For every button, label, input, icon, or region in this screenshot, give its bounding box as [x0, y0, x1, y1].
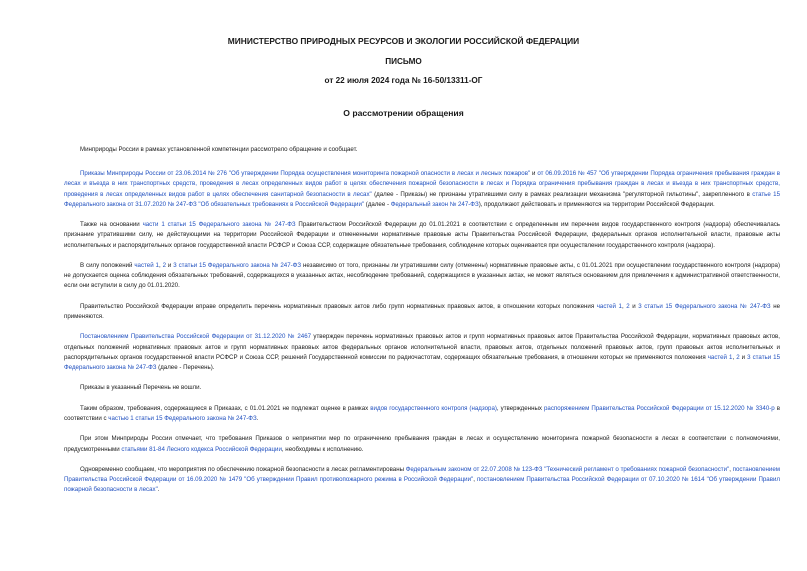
paragraph-7: Приказы в указанный Перечень не вошли.: [80, 384, 202, 392]
letter-body: [64, 145, 780, 506]
paragraph-2: Приказы Минприроды России от 23.06.2014 № 276 "Об утверждении Порядка осуществления мониторинга пожарной опасности в лесах и лесных пожаров" и от 06.09.2016 № 457 "Об утверждении Порядка ограничения пребывания граждан в лесах и въезда в них транспортных средств, проведения в лесах определенных видов работ в целях обеспечения пожарной безопасности в лесах и Порядка ограничения пребывания граждан в лесах и въезда в них транспортных средств, проведения в лесах определенных видов работ в целях обеспечения санитарной безопасности в лесах" (далее - Приказы) не признаны утратившими силу в рамках реализации механизма "регуляторной гильотины", закрепленного в статье 15 Федерального закона от 31.07.2020 № 247-ФЗ "Об обязательных требованиях в Российской Федерации" (далее - Федеральный закон № 247-ФЗ), продолжают действовать и применяются на территории Российской Федерации.: [64, 170, 780, 208]
link-part-3-article-15[interactable]: 3 статьи 15 Федерального закона № 247-ФЗ: [64, 353, 780, 371]
ministry-title: МИНИСТЕРСТВО ПРИРОДНЫХ РЕСУРСОВ И ЭКОЛОГИИ РОССИЙСКОЙ ФЕДЕРАЦИИ: [227, 36, 580, 46]
paragraph-4: В силу положений частей 1, 2 и 3 статьи 15 Федерального закона № 247-ФЗ независимо от того, признаны ли утратившими силу (отменены) нормативные правовые акты, с 01.01.2021 при осуществлении государственного контроля (надзора) не допускается оценка соблюдения обязательных требований, содержащихся в указанных актах, несоблюдение требований, содержащихся в указанных актах, не может являться основанием для привлечения к административной ответственности, если они вступили в силу до 01.01.2020.: [64, 262, 780, 290]
link-part-2[interactable]: 2: [626, 302, 630, 310]
link-part-1[interactable]: частей 1: [707, 353, 733, 361]
link-forest-code-81-84[interactable]: статьями 81-84 Лесного кодекса Российской Федерации: [121, 445, 282, 453]
paragraph-9: При этом Минприроды России отмечает, что требования Приказов о непринятии мер по ограничению пребывания граждан в лесах и осуществлению мониторинга пожарной безопасности в лесах в соответствии с полномочиями, предусмотренными статьями 81-84 Лесного кодекса Российской Федерации, необходимы к исполнению.: [64, 435, 780, 453]
link-part-3-article-15[interactable]: 3 статьи 15 Федерального закона № 247-ФЗ: [173, 262, 302, 269]
link-part-2[interactable]: 2: [736, 353, 740, 361]
link-order-276[interactable]: Приказы Минприроды России от 23.06.2014 № 276 "Об утверждении Порядка осуществления мониторинга пожарной опасности в лесах и лесных пожаров": [80, 170, 531, 178]
document-subject: О рассмотрении обращения: [343, 108, 464, 118]
link-part-3-article-15[interactable]: 3 статьи 15 Федерального закона № 247-ФЗ: [638, 302, 771, 310]
link-part-1[interactable]: частей 1: [134, 262, 159, 269]
link-part-1[interactable]: частей 1: [596, 302, 622, 310]
paragraph-5: Правительство Российской Федерации вправе определить перечень нормативных правовых актов либо групп нормативных правовых актов, в отношении которых положения частей 1, 2 и 3 статьи 15 Федерального закона № 247-ФЗ не применяются.: [64, 302, 780, 320]
link-resolution-2467[interactable]: Постановлением Правительства Российской Федерации от 31.12.2020 № 2467: [80, 333, 312, 341]
link-resolution-1614[interactable]: постановлением Правительства Российской Федерации от 07.10.2020 № 1614 "Об утверждении Правил пожарной безопасности в лесах": [64, 476, 780, 494]
link-law-123[interactable]: Федеральным законом от 22.07.2008 № 123-ФЗ "Технический регламент о требованиях пожарной безопасности": [405, 465, 730, 473]
link-control-types[interactable]: видов государственного контроля (надзора): [370, 404, 497, 412]
link-resolution-1479[interactable]: постановлением Правительства Российской Федерации от 16.09.2020 № 1479 "Об утверждении Правил противопожарного режима в Российской Федерации": [64, 465, 780, 484]
paragraph-1: Минприроды России в рамках установленной компетенции рассмотрело обращение и сообщает.: [80, 146, 358, 153]
link-part-1-article-15[interactable]: части 1 статьи 15 Федерального закона № 247-ФЗ: [142, 221, 296, 229]
link-article-15-law-247[interactable]: статье 15 Федерального закона от 31.07.2020 № 247-ФЗ "Об обязательных требованиях в Российской Федерации": [64, 190, 780, 208]
document-type: ПИСЬМО: [385, 57, 422, 66]
link-order-3340-r[interactable]: распоряжением Правительства Российской Федерации от 15.12.2020 № 3340-р: [544, 404, 775, 412]
paragraph-6: Постановлением Правительства Российской Федерации от 31.12.2020 № 2467 утвержден перечень нормативных правовых актов и групп нормативных правовых актов Правительства Российской Федерации, нормативных правовых актов, отдельных положений нормативных правовых актов и групп нормативных правовых актов федеральных органов исполнительной власти, правовых актов, отдельных положений правовых актов, групп правовых актов исполнительных и распорядительных органов государственной власти РСФСР и Союза ССР, решений Государственной комиссии по радиочастотам, содержащих обязательные требования, в отношении которых не применяются положения частей 1, 2 и 3 статьи 15 Федерального закона № 247-ФЗ (далее - Перечень).: [64, 333, 780, 371]
paragraph-8: Таким образом, требования, содержащиеся в Приказах, с 01.01.2021 не подлежат оценке в рамках видов государственного контроля (надзора), утвержденных распоряжением Правительства Российской Федерации от 15.12.2020 № 3340-р в соответствии с частью 1 статьи 15 Федерального закона № 247-ФЗ.: [64, 404, 781, 422]
link-law-247[interactable]: Федеральный закон № 247-ФЗ: [390, 200, 479, 208]
paragraph-10: Одновременно сообщаем, что мероприятия по обеспечению пожарной безопасности в лесах регламентированы Федеральным законом от 22.07.2008 № 123-ФЗ "Технический регламент о требованиях пожарной безопасности", постановлением Правительства Российской Федерации от 16.09.2020 № 1479 "Об утверждении Правил противопожарного режима в Российской Федерации", постановлением Правительства Российской Федерации от 07.10.2020 № 1614 "Об утверждении Правил пожарной безопасности в лесах".: [64, 465, 780, 494]
link-part-1-article-15[interactable]: частью 1 статьи 15 Федерального закона № 247-ФЗ: [108, 414, 257, 422]
document-date-number: от 22 июля 2024 года № 16-50/13311-ОГ: [324, 76, 483, 85]
link-order-457[interactable]: от 06.09.2016 № 457 "Об утверждении Порядка ограничения пребывания граждан в лесах и въезда в них транспортных средств, проведения в лесах определенных видов работ в целях обеспечения пожарной безопасности в лесах и Порядка ограничения пребывания граждан в лесах и въезда в них транспортных средств, проведения в лесах определенных видов работ в целях обеспечения санитарной безопасности в лесах": [64, 170, 780, 198]
paragraph-3: Также на основании части 1 статьи 15 Федерального закона № 247-ФЗ Правительством Российской Федерации до 01.01.2021 в соответствии с определенным им перечнем видов государственного контроля (надзора) обеспечивалась признание утратившими силу, не действующими на территории Российской Федерации и отмененными нормативные правовые акты Правительства Российской Федерации, федеральных органов исполнительной власти, правовые акты исполнительных и распорядительных органов государственной власти РСФСР и Союза ССР, содержащие обязательные требования, соблюдение которых оценивается при осуществлении государственного контроля (надзора).: [64, 221, 781, 249]
link-part-2[interactable]: 2: [162, 262, 167, 269]
